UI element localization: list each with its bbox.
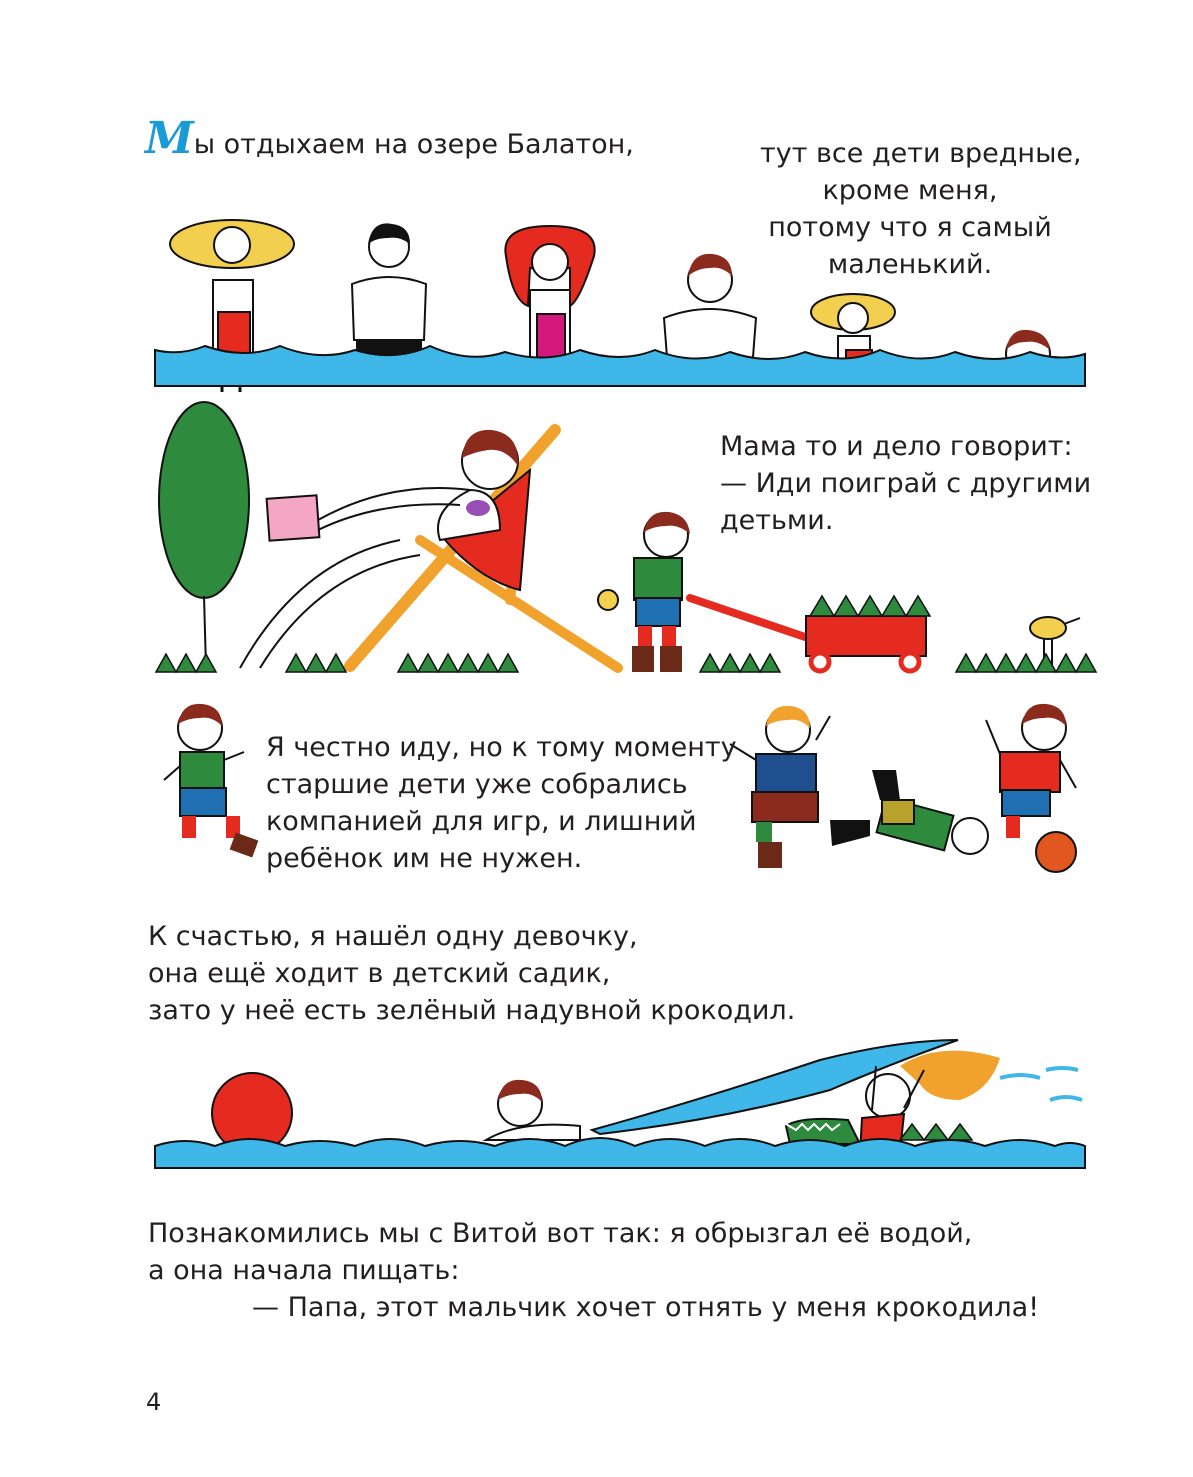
- naughty-paragraph: [760, 135, 1082, 283]
- naughty-line-2: кроме меня,: [822, 175, 998, 206]
- met-line-3: — Папа, этот мальчик хочет отнять у меня крокодила!: [252, 1292, 1040, 1323]
- met-paragraph: [148, 1215, 1039, 1326]
- lake-water-row4: [155, 1138, 1085, 1168]
- page-number: 4: [146, 1388, 162, 1416]
- bird-icon: [1030, 617, 1080, 668]
- honest-line-3: компанией для игр, и лишний: [266, 806, 697, 837]
- honest-paragraph: [266, 729, 737, 877]
- intro-line-text: ы отдыхаем на озере Балатон,: [193, 129, 634, 160]
- naughty-line-1: тут все дети вредные,: [760, 138, 1082, 169]
- girl-paragraph: [148, 918, 795, 1029]
- honest-line-4: ребёнок им не нужен.: [266, 843, 583, 874]
- lonely-boy: [164, 704, 258, 858]
- lake-water-row1: [155, 346, 1085, 386]
- drop-cap: М: [145, 113, 194, 164]
- mama-paragraph: [720, 428, 1091, 539]
- honest-line-2: старшие дети уже собрались: [266, 769, 688, 800]
- tree-icon: [159, 402, 249, 598]
- mama-line-1: Мама то и дело говорит:: [720, 431, 1073, 462]
- mama-line-3: детьми.: [720, 505, 834, 536]
- boy-black-hair: [352, 223, 426, 362]
- honest-line-1: Я честно иду, но к тому моменту: [266, 732, 737, 763]
- swimming-boy: [486, 1080, 580, 1140]
- ball-icon: [1036, 832, 1076, 872]
- grass-icon: [156, 654, 1096, 672]
- girl-line-1: К счастью, я нашёл одну девочку,: [148, 921, 638, 952]
- naughty-line-3: потому что я самый: [768, 212, 1052, 243]
- bell-icon: [598, 590, 618, 610]
- playing-kids-group: [730, 704, 1076, 872]
- girl-line-3: зато у неё есть зелёный надувной крокодил.: [148, 995, 796, 1026]
- mama-line-2: — Иди поиграй с другими: [720, 468, 1092, 499]
- boy-with-bell: [598, 512, 690, 672]
- row4-lake-illustration: [155, 1040, 1085, 1168]
- met-line-2: а она начала пищать:: [148, 1255, 460, 1286]
- naughty-line-4: маленький.: [827, 249, 993, 280]
- girl-line-2: она ещё ходит в детский садик,: [148, 958, 611, 989]
- book-icon: [267, 495, 320, 540]
- met-line-1: Познакомились мы с Витой вот так: я обрызгал её водой,: [148, 1218, 973, 1249]
- intro-line: [145, 113, 634, 164]
